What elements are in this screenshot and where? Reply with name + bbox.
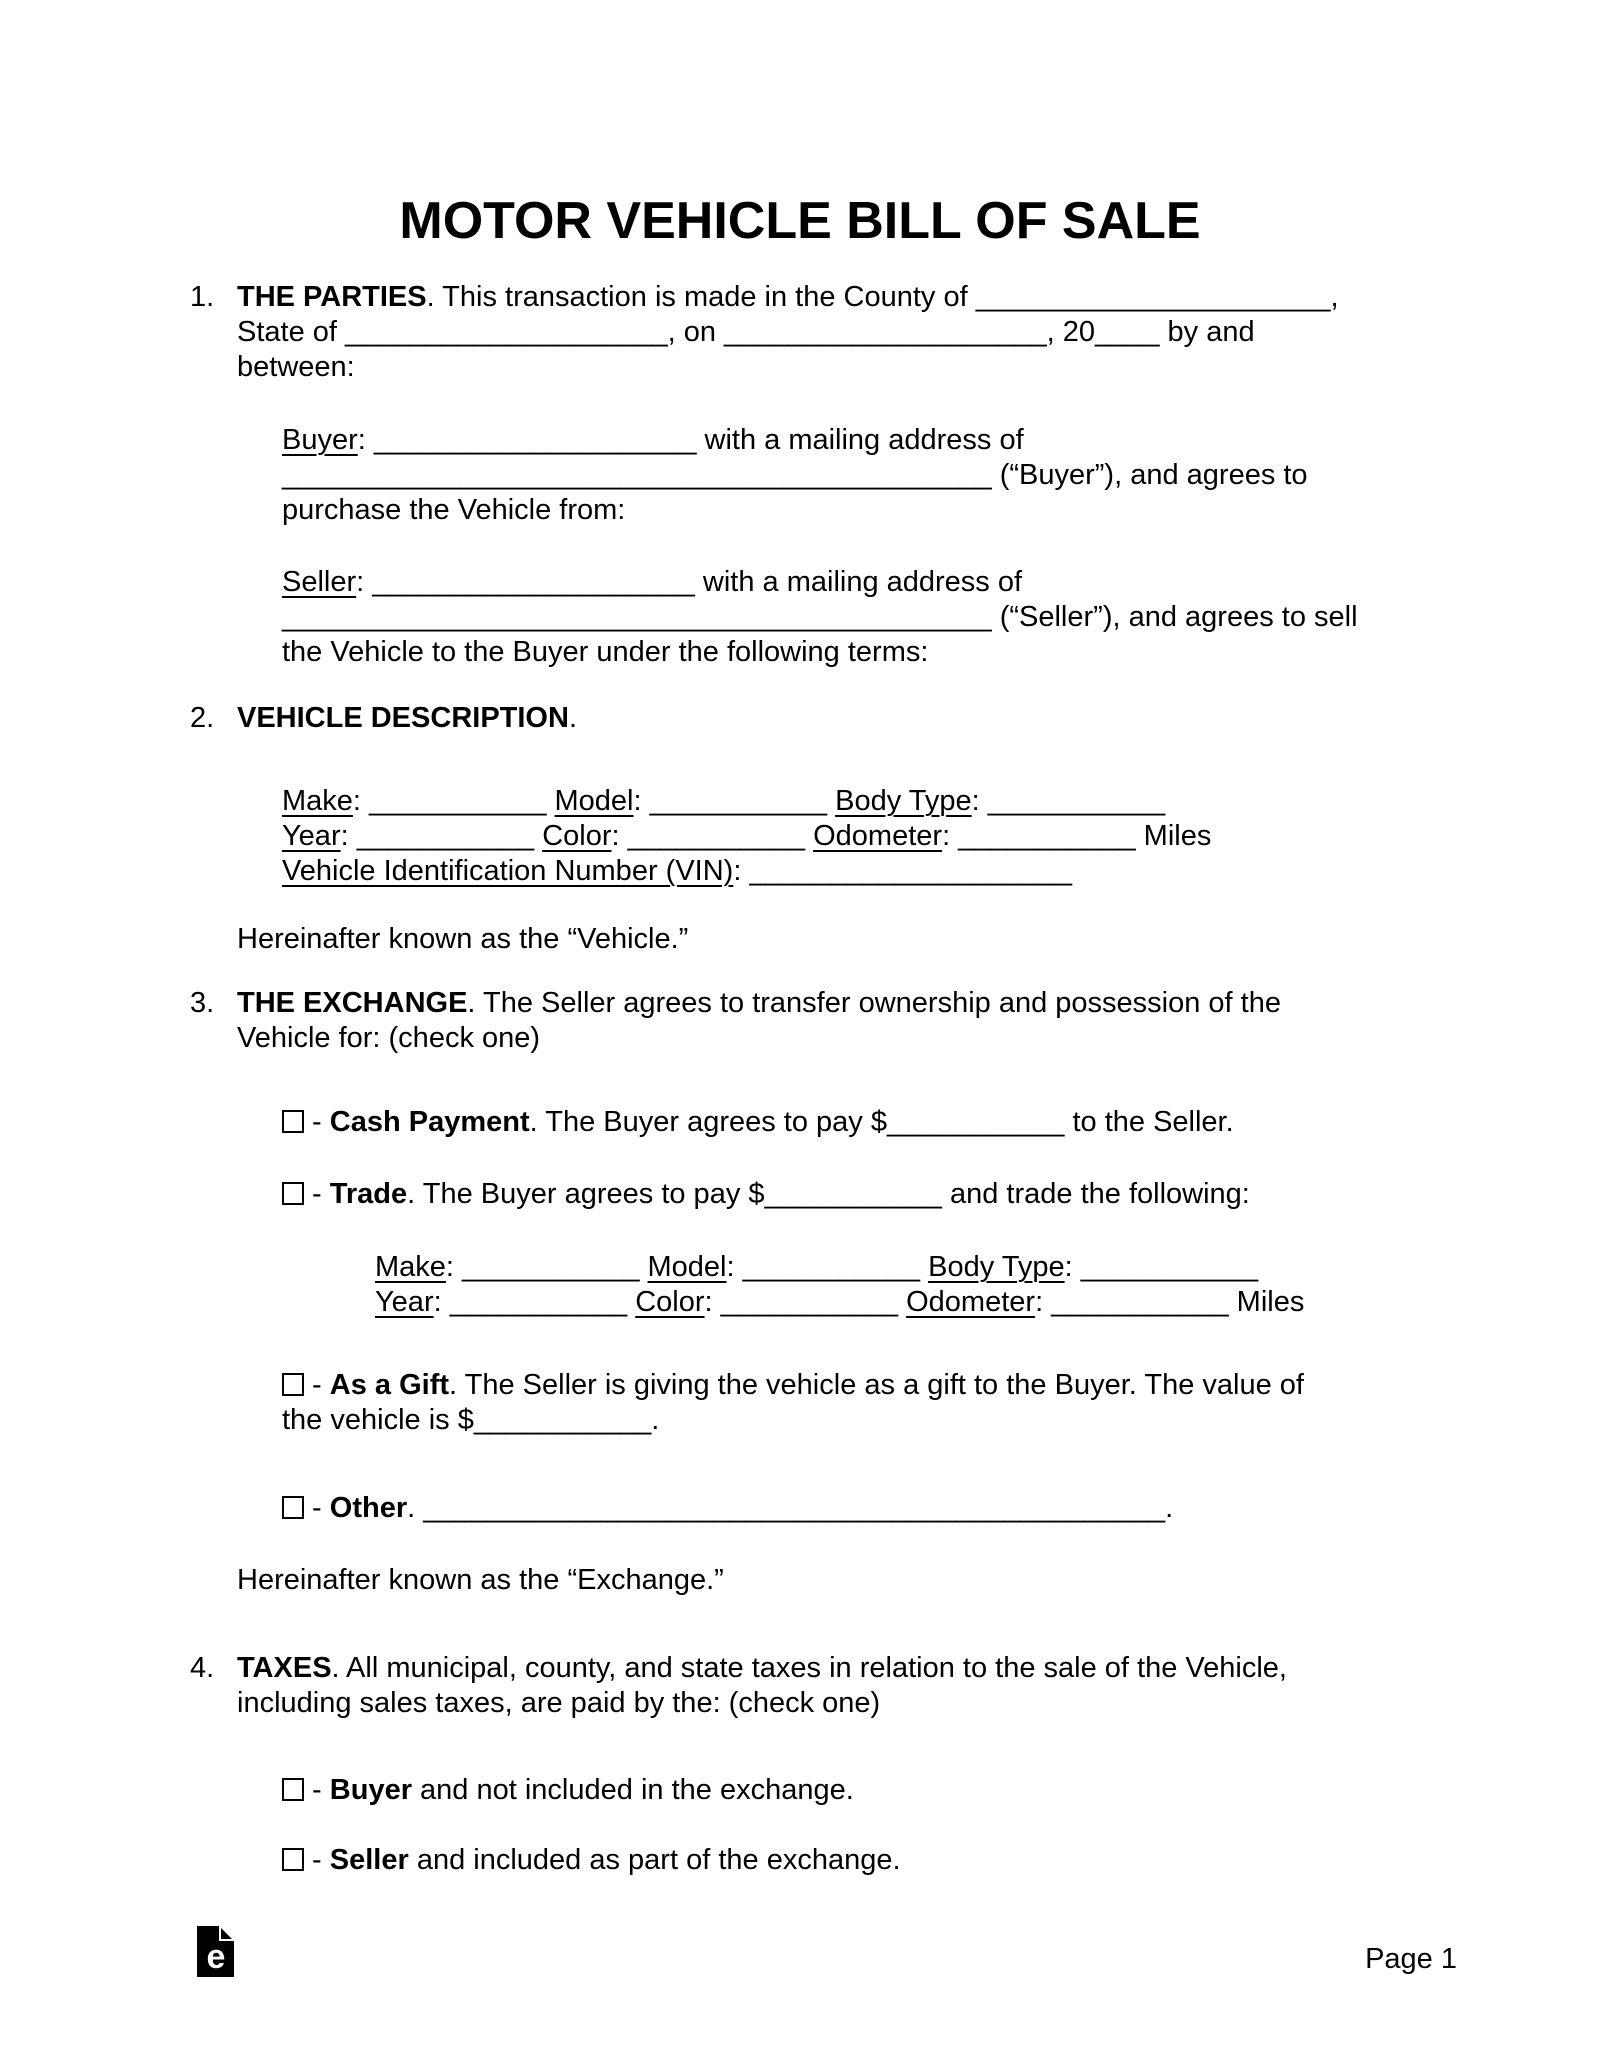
other-line [282, 1491, 1600, 1526]
year-label: Year [282, 820, 341, 852]
hereinafter-exchange: Hereinafter known as the “Exchange.” [237, 1564, 724, 1596]
exchange-line-1-text: . The Seller agrees to transfer ownership and possession of the [467, 987, 1281, 1019]
taxes-line-1 [237, 1651, 1600, 1686]
color-blank: : ___________ [611, 820, 814, 852]
buyer-line-3: purchase the Vehicle from: [282, 494, 626, 526]
parties-line-2: State of ____________________, on ____________________, 20____ by and [237, 316, 1255, 348]
cash-payment-option [0, 1105, 1600, 1140]
gift-line-1 [282, 1368, 1600, 1403]
taxes-buyer-line [282, 1773, 1600, 1808]
buyer-line-2: ____________________________________________ (“Buyer”), and agrees to [282, 459, 1308, 491]
taxes-buyer-label: Buyer [329, 1774, 412, 1806]
taxes-seller-line [282, 1843, 1600, 1878]
taxes-buyer-option [0, 1773, 1600, 1808]
trade-vehicle-row-1 [375, 1250, 1600, 1285]
trade-text: . The Buyer agrees to pay $___________ and trade the following: [407, 1178, 1250, 1210]
other-option [0, 1491, 1600, 1526]
vehicle-heading: VEHICLE DESCRIPTION [237, 702, 569, 734]
taxes-line-2: including sales taxes, are paid by the: (check one) [237, 1687, 881, 1719]
trade-line [282, 1177, 1600, 1212]
parties-heading: THE PARTIES [237, 281, 427, 313]
vehicle-fields [0, 784, 1600, 889]
section-vehicle-number: 2. [190, 702, 215, 734]
color-label: Color [542, 820, 612, 852]
trade-year-blank: : ___________ [433, 1286, 636, 1318]
page-number: Page 1 [1365, 1943, 1457, 1975]
gift-line-2: the vehicle is $___________. [282, 1404, 660, 1436]
taxes-seller-checkbox[interactable] [282, 1848, 304, 1871]
taxes-buyer-sep: - [304, 1774, 330, 1806]
taxes-buyer-text: and not included in the exchange. [411, 1774, 854, 1806]
exchange-heading: THE EXCHANGE [237, 987, 468, 1019]
trade-year-label: Year [375, 1286, 434, 1318]
trade-body-type-label: Body Type [928, 1251, 1065, 1283]
logo-letter: e [206, 1938, 226, 1976]
section-exchange-number: 3. [190, 987, 215, 1019]
trade-odometer-blank: : ___________ [1035, 1286, 1237, 1318]
body-type-label: Body Type [835, 785, 972, 817]
exchange-line-2: Vehicle for: (check one) [237, 1022, 541, 1054]
other-checkbox[interactable] [282, 1496, 304, 1519]
trade-model-label: Model [647, 1251, 727, 1283]
vehicle-row-3 [282, 854, 1600, 889]
hereinafter-vehicle: Hereinafter known as the “Vehicle.” [237, 923, 689, 955]
section-parties-number: 1. [190, 281, 215, 313]
vehicle-row-1 [282, 784, 1600, 819]
taxes-seller-sep: - [304, 1844, 330, 1876]
seller-line-3: the Vehicle to the Buyer under the following terms: [282, 636, 929, 668]
year-blank: : ___________ [340, 820, 543, 852]
trade-model-blank: : ___________ [726, 1251, 929, 1283]
buyer-label: Buyer [282, 424, 358, 456]
document-title: MOTOR VEHICLE BILL OF SALE [399, 192, 1201, 250]
taxes-seller-text: and included as part of the exchange. [408, 1844, 901, 1876]
buyer-line-1-text: : ____________________ with a mailing address of [357, 424, 1024, 456]
body-type-blank: : ___________ [971, 785, 1166, 817]
trade-label: Trade [329, 1178, 408, 1210]
gift-text: . The Seller is giving the vehicle as a gift to the Buyer. The value of [449, 1369, 1304, 1401]
trade-vehicle-row-2 [375, 1285, 1600, 1320]
parties-line-1-text: . This transaction is made in the County of ______________________, [426, 281, 1339, 313]
other-text: . ______________________________________________. [407, 1492, 1174, 1524]
seller-line-2: ____________________________________________ (“Seller”), and agrees to sell [282, 601, 1358, 633]
buyer-line-1 [282, 423, 1600, 458]
vehicle-heading-line [237, 701, 1600, 736]
trade-make-label: Make [375, 1251, 446, 1283]
section-exchange [0, 986, 1600, 1056]
trade-body-type-blank: : ___________ [1064, 1251, 1259, 1283]
model-blank: : ___________ [633, 785, 836, 817]
gift-label: As a Gift [329, 1369, 450, 1401]
exchange-line-1 [237, 986, 1600, 1021]
eforms-logo [197, 1926, 234, 1977]
section-parties [0, 280, 1600, 385]
trade-checkbox[interactable] [282, 1182, 304, 1205]
buyer-paragraph [0, 423, 1600, 528]
taxes-buyer-checkbox[interactable] [282, 1778, 304, 1801]
vehicle-heading-period: . [568, 702, 577, 734]
trade-color-blank: : ___________ [704, 1286, 907, 1318]
trade-sep: - [304, 1178, 330, 1210]
vin-blank: : ____________________ [733, 855, 1072, 887]
cash-sep: - [304, 1106, 330, 1138]
model-label: Model [554, 785, 634, 817]
trade-odometer-label: Odometer [906, 1286, 1036, 1318]
trade-make-blank: : ___________ [445, 1251, 648, 1283]
cash-payment-checkbox[interactable] [282, 1110, 304, 1133]
odometer-label: Odometer [813, 820, 943, 852]
gift-sep: - [304, 1369, 330, 1401]
cash-payment-text: . The Buyer agrees to pay $___________ to the Seller. [529, 1106, 1234, 1138]
trade-color-label: Color [635, 1286, 705, 1318]
section-taxes [0, 1651, 1600, 1721]
make-label: Make [282, 785, 353, 817]
other-sep: - [304, 1492, 330, 1524]
vehicle-row-2 [282, 819, 1600, 854]
taxes-heading: TAXES [237, 1652, 332, 1684]
seller-line-1-text: : ____________________ with a mailing address of [356, 566, 1023, 598]
cash-payment-label: Cash Payment [329, 1106, 530, 1138]
seller-label: Seller [282, 566, 357, 598]
gift-option [0, 1368, 1600, 1438]
trade-miles-label: Miles [1236, 1286, 1305, 1318]
taxes-seller-label: Seller [329, 1844, 409, 1876]
parties-line-3: between: [237, 351, 355, 383]
other-label: Other [329, 1492, 408, 1524]
trade-option [0, 1177, 1600, 1212]
section-taxes-number: 4. [190, 1652, 215, 1684]
parties-line-1 [237, 280, 1600, 315]
taxes-line-1-text: . All municipal, county, and state taxes in relation to the sale of the Vehicle, [331, 1652, 1287, 1684]
seller-line-1 [282, 565, 1600, 600]
miles-label: Miles [1143, 820, 1212, 852]
trade-vehicle-fields [0, 1250, 1600, 1320]
taxes-seller-option [0, 1843, 1600, 1878]
cash-payment-line [282, 1105, 1600, 1140]
seller-paragraph [0, 565, 1600, 670]
odometer-blank: : ___________ [942, 820, 1144, 852]
vin-label: Vehicle Identification Number (VIN) [282, 855, 734, 887]
make-blank: : ___________ [352, 785, 555, 817]
gift-checkbox[interactable] [282, 1373, 304, 1396]
section-vehicle-description [0, 701, 1600, 736]
